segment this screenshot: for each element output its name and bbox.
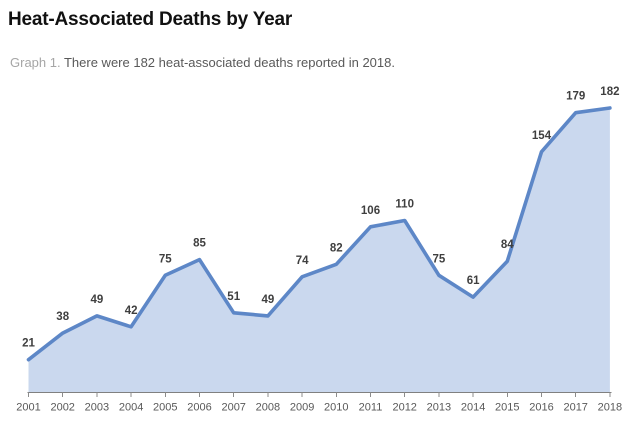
x-axis-label: 2009 <box>289 401 315 414</box>
x-axis-label: 2015 <box>495 401 520 414</box>
data-label: 42 <box>124 304 138 317</box>
data-label: 106 <box>360 204 381 217</box>
x-axis-label: 2004 <box>118 401 144 414</box>
x-axis-label: 2006 <box>187 401 212 414</box>
x-axis-label: 2014 <box>460 401 486 414</box>
data-label: 75 <box>158 253 172 266</box>
data-label: 82 <box>329 242 343 255</box>
data-label: 154 <box>531 129 552 142</box>
data-label: 21 <box>22 337 35 350</box>
x-axis-label: 2012 <box>392 401 417 414</box>
data-label: 182 <box>600 86 620 98</box>
data-label: 61 <box>466 275 480 288</box>
area-fill <box>29 108 610 393</box>
data-label: 51 <box>227 290 241 303</box>
data-label: 179 <box>566 90 586 103</box>
x-axis-label: 2010 <box>324 401 349 414</box>
x-axis-label: 2016 <box>529 401 554 414</box>
page-title: Heat-Associated Deaths by Year <box>8 9 293 30</box>
caption-text: There were 182 heat-associated deaths reported in 2018. <box>63 55 395 70</box>
data-label: 38 <box>56 311 70 324</box>
x-axis-label: 2018 <box>597 401 623 414</box>
x-axis-label: 2003 <box>84 401 110 414</box>
data-label: 49 <box>261 293 275 306</box>
data-label: 110 <box>395 198 414 211</box>
x-axis-label: 2017 <box>563 401 588 414</box>
data-label: 85 <box>193 237 206 250</box>
x-axis-label: 2001 <box>16 401 41 414</box>
x-axis-label: 2005 <box>153 401 178 414</box>
data-label: 84 <box>500 239 514 252</box>
x-axis-label: 2008 <box>255 401 281 414</box>
caption-label: Graph 1. <box>10 55 61 70</box>
data-label: 75 <box>432 253 446 266</box>
x-axis-label: 2011 <box>358 401 383 414</box>
x-axis-label: 2013 <box>426 401 452 414</box>
x-axis-label: 2007 <box>221 401 246 414</box>
data-label: 49 <box>90 293 104 306</box>
x-axis-label: 2002 <box>50 401 75 414</box>
data-label: 74 <box>295 254 309 267</box>
